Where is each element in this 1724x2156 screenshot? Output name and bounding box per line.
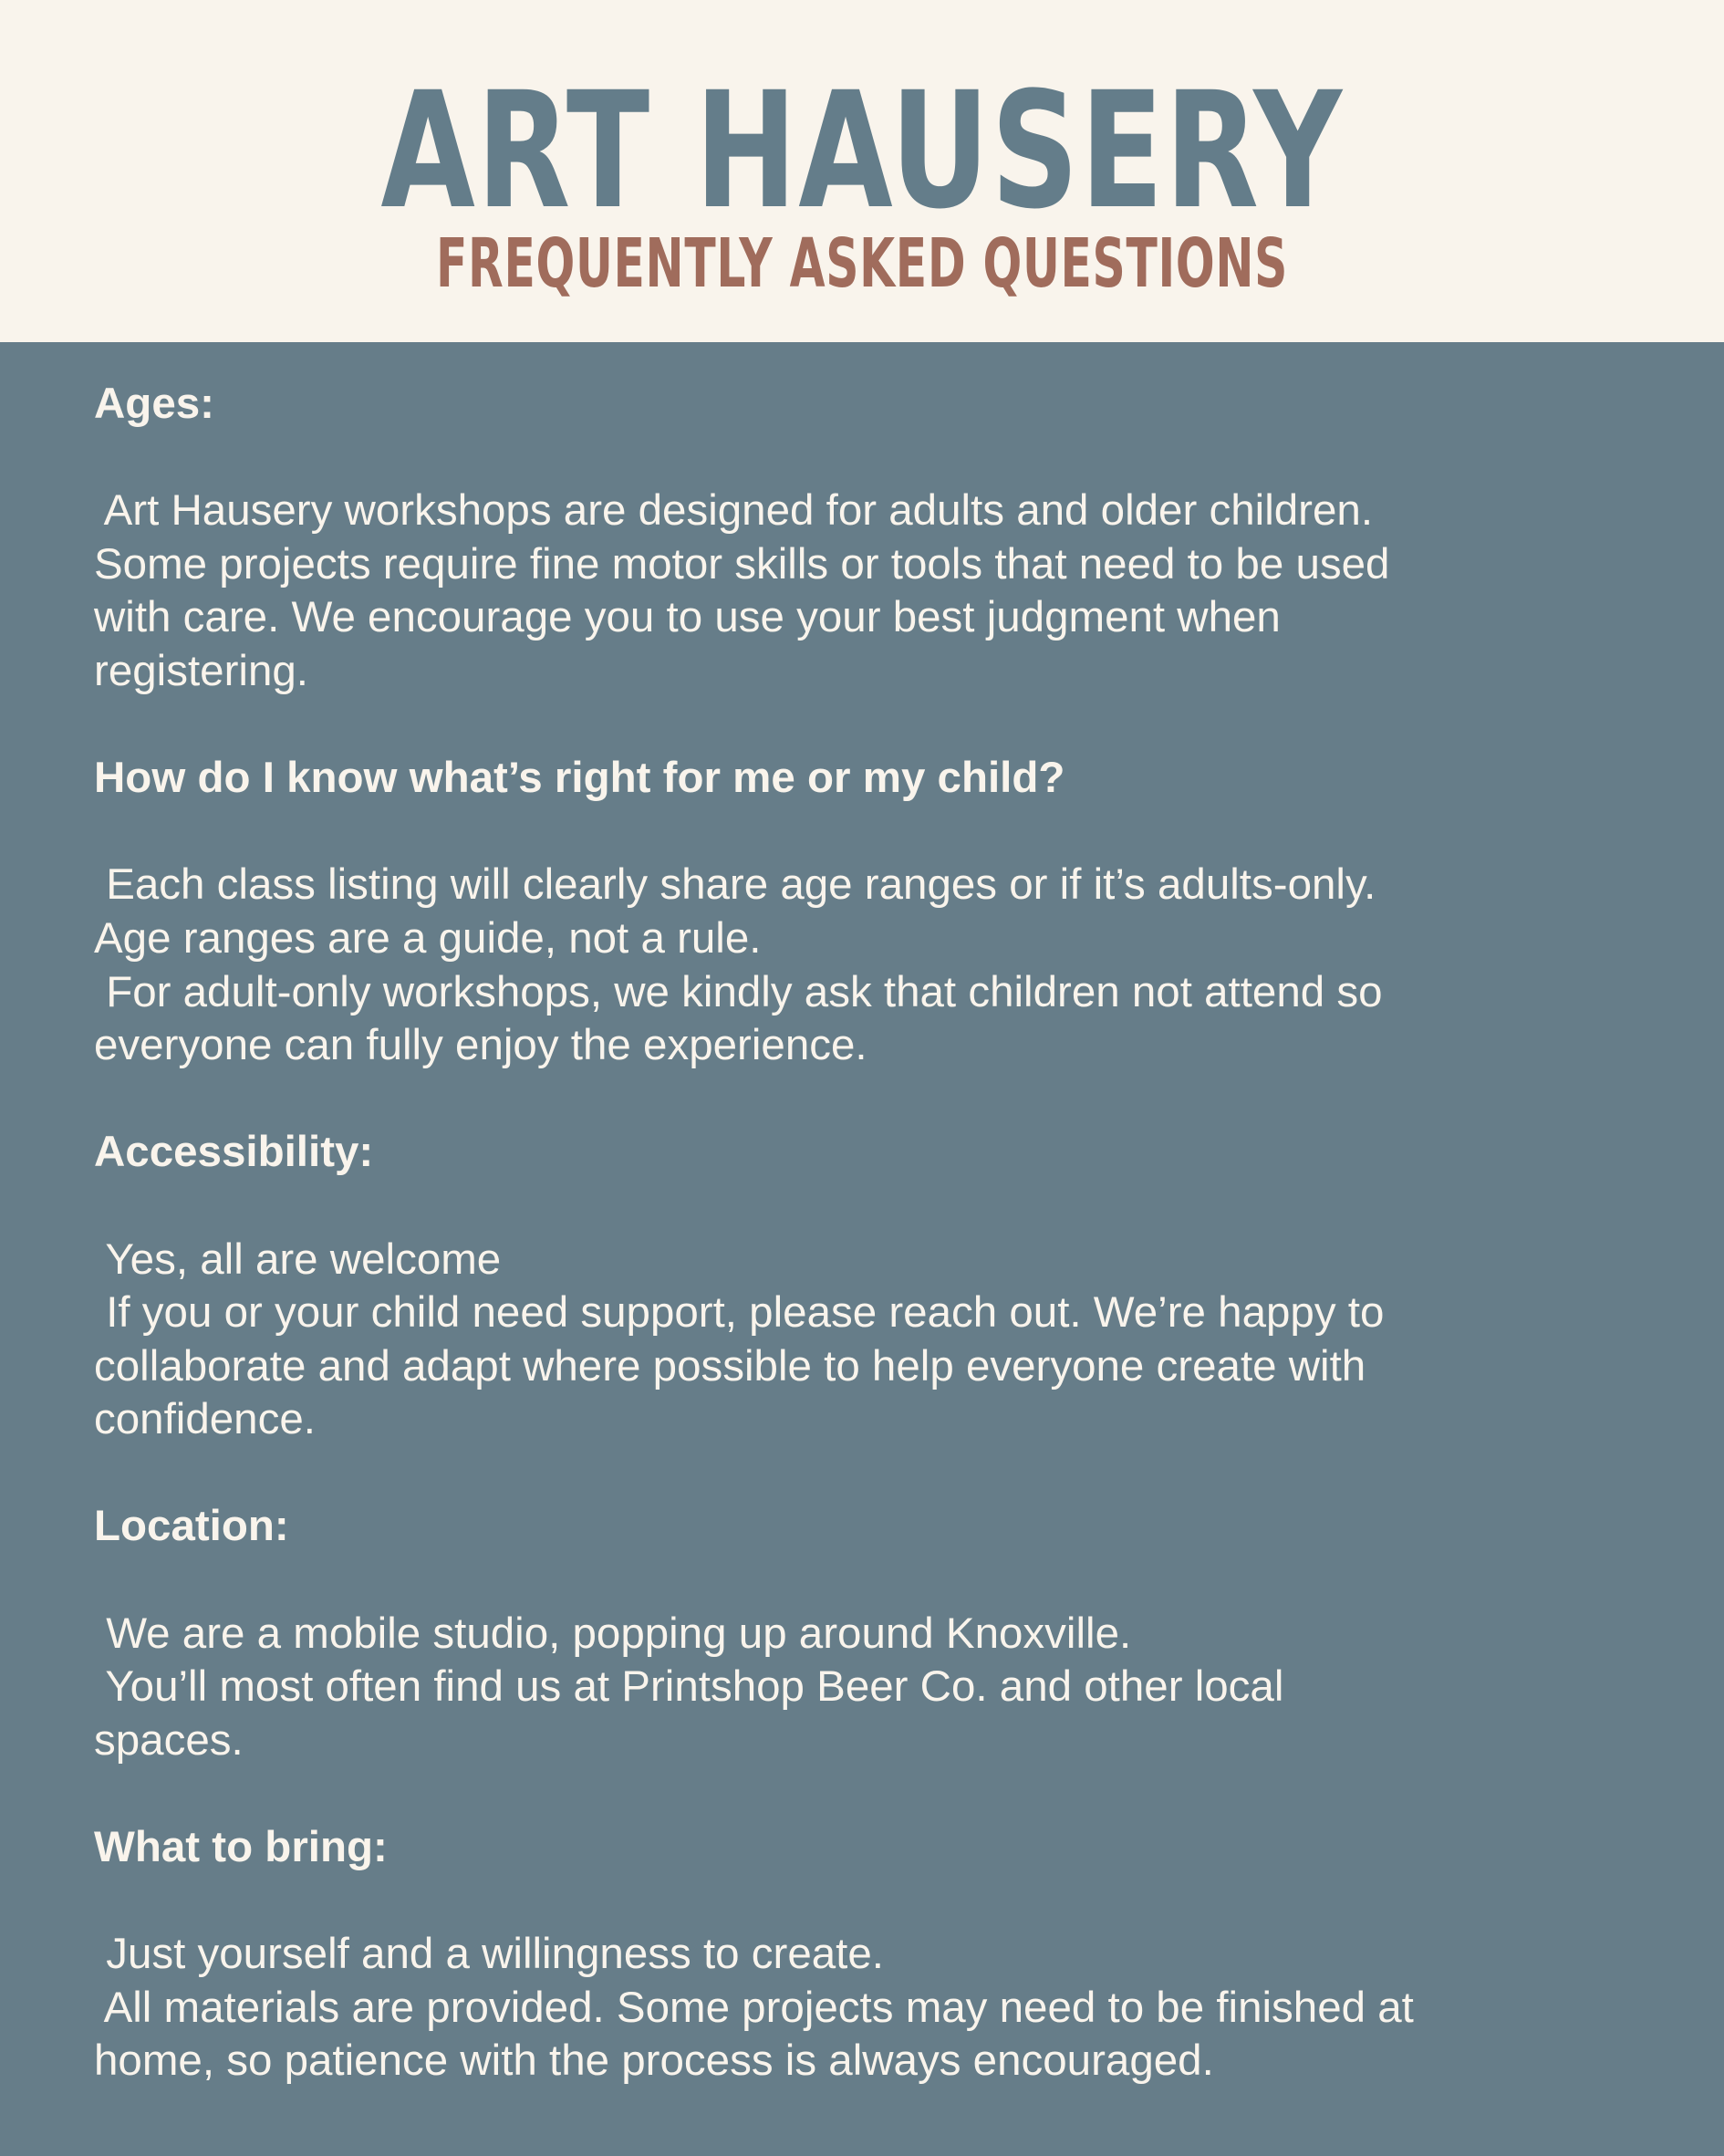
faq-section-location	[94, 1500, 1645, 1767]
faq-answer-line: confidence.	[94, 1395, 316, 1444]
header-banner	[0, 0, 1724, 342]
brand-title: ART HAUSERY	[380, 57, 1344, 245]
faq-answer-line: We are a mobile studio, popping up around Knoxville.	[94, 1609, 1132, 1658]
faq-answer-line: If you or your child need support, please reach out. We’re happy to	[94, 1288, 1385, 1338]
faq-heading: Accessibility:	[94, 1128, 374, 1177]
faq-answer-line: Art Hausery workshops are designed for adults and older children.	[94, 486, 1374, 536]
faq-answer-line: home, so patience with the process is always encouraged.	[94, 2036, 1214, 2086]
faq-heading: Ages:	[94, 380, 214, 428]
faq-answer-line: spaces.	[94, 1715, 244, 1765]
faq-answer-line: collaborate and adapt where possible to help everyone create with	[94, 1341, 1366, 1390]
faq-answer-line: with care. We encourage you to use your best judgment when	[94, 593, 1281, 642]
faq-answer-line: registering.	[94, 646, 308, 695]
faq-answer-line: Each class listing will clearly share age ranges or if it’s adults-only.	[94, 860, 1376, 910]
faq-answer-line: Some projects require fine motor skills or tools that need to be used	[94, 539, 1390, 588]
faq-answer-line: Yes, all are welcome	[94, 1234, 502, 1284]
faq-answer-line: Age ranges are a guide, not a rule.	[94, 913, 762, 963]
faq-section-right-for-me	[94, 752, 1645, 1073]
faq-section-what-to-bring	[94, 1821, 1645, 2088]
faq-list	[94, 378, 1645, 2088]
faq-subtitle: FREQUENTLY ASKED QUESTIONS	[435, 224, 1289, 303]
faq-answer-line: Just yourself and a willingness to create.	[94, 1930, 884, 1979]
faq-section-ages	[94, 378, 1645, 699]
faq-answer-line: everyone can fully enjoy the experience.	[94, 1021, 867, 1070]
faq-answer-line: All materials are provided. Some projects may need to be finished at	[94, 1983, 1414, 2032]
faq-heading: How do I know what’s right for me or my child?	[94, 754, 1065, 803]
faq-answer-line: You’ll most often find us at Printshop Beer Co. and other local	[94, 1662, 1284, 1712]
faq-section-accessibility	[94, 1126, 1645, 1447]
faq-heading: What to bring:	[94, 1823, 388, 1872]
faq-heading: Location:	[94, 1502, 289, 1551]
faq-answer-line: For adult-only workshops, we kindly ask that children not attend so	[94, 967, 1383, 1016]
